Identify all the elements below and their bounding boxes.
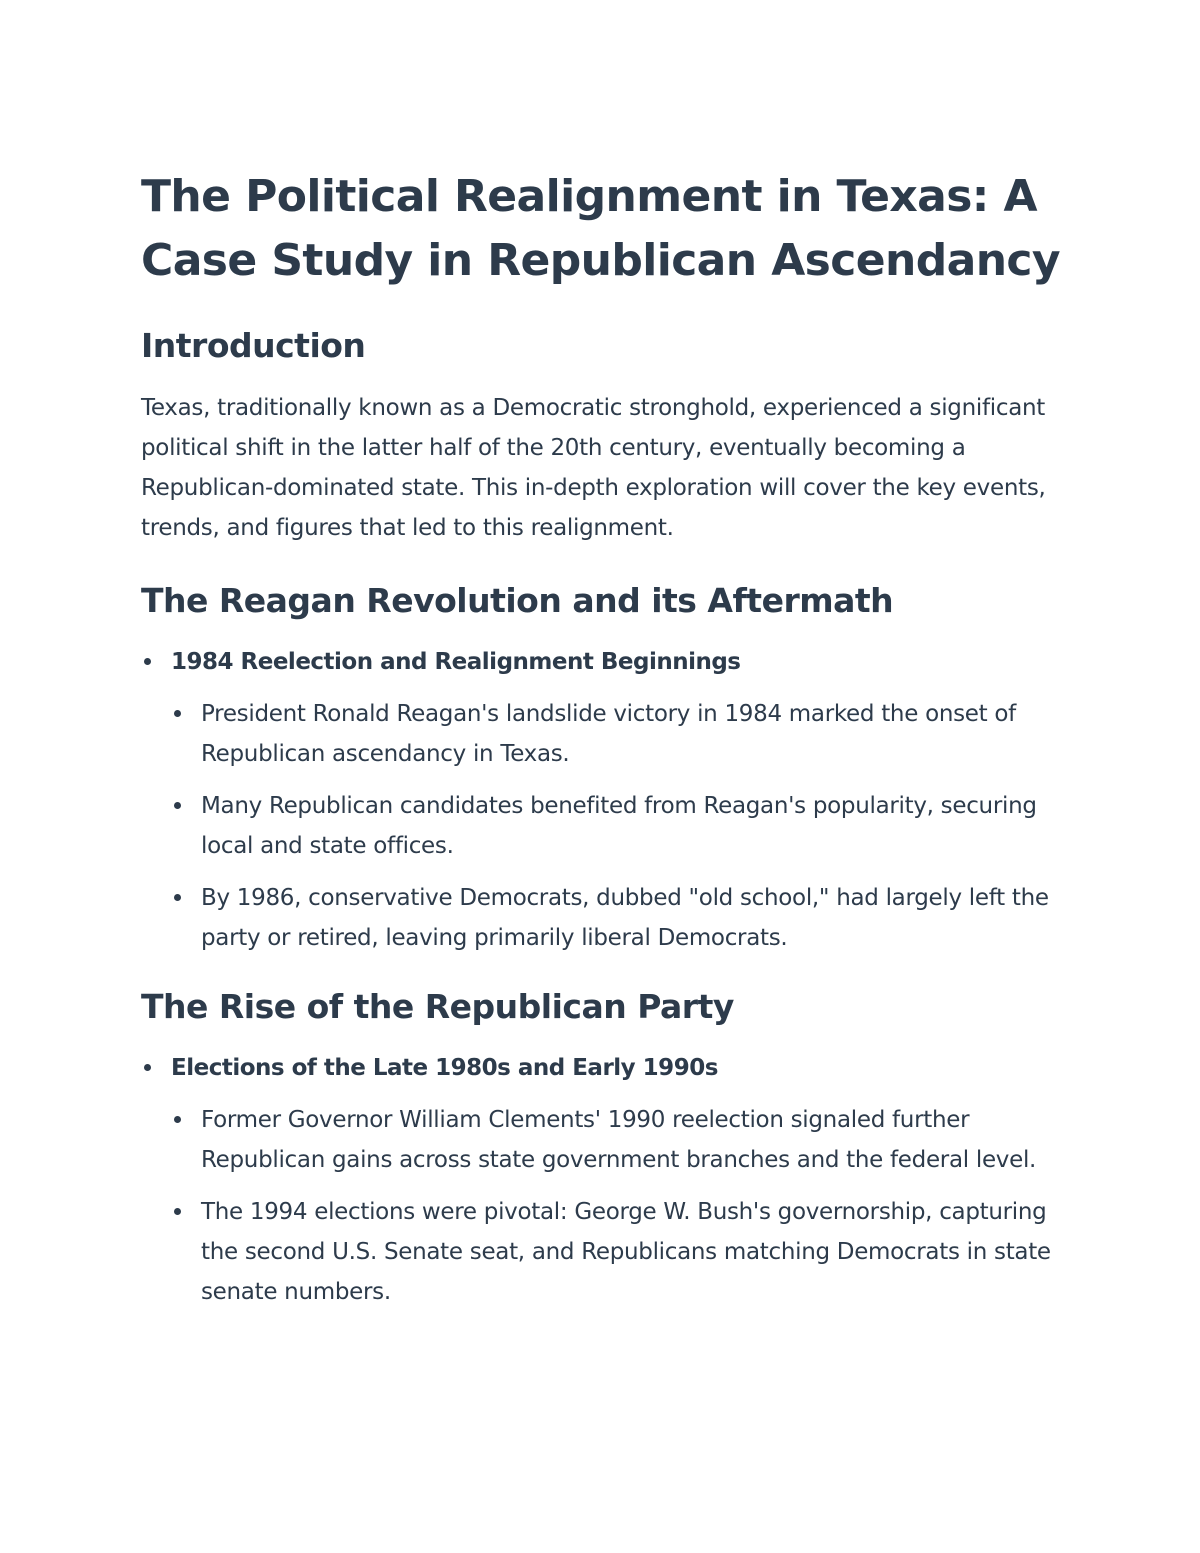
list-item-text: By 1986, conservative Democrats, dubbed "old school," had largely left the party or retired, leaving primarily liberal Democrats. bbox=[201, 885, 1049, 951]
reagan-outer-list bbox=[141, 642, 1066, 958]
bullet-icon bbox=[174, 1116, 181, 1123]
introduction-paragraph: Texas, traditionally known as a Democratic stronghold, experienced a significant political shift in the latter half of the 20th century, eventually becoming a Republican-dominated state. This in-depth exploration will cover the key events, trends, and figures that led to this realignment. bbox=[141, 395, 1046, 541]
document-page bbox=[141, 165, 1066, 1312]
list-item-text: Many Republican candidates benefited from Reagan's popularity, securing local and state offices. bbox=[201, 793, 1037, 859]
rise-outer-list bbox=[141, 1048, 1066, 1312]
bullet-icon bbox=[174, 1208, 181, 1215]
bullet-icon bbox=[144, 1064, 151, 1071]
reagan-inner-list bbox=[171, 694, 1066, 958]
section-heading-rise-of-republican-party: The Rise of the Republican Party bbox=[141, 987, 734, 1026]
list-item-text: President Ronald Reagan's landslide victory in 1984 marked the onset of Republican ascendancy in Texas. bbox=[201, 701, 1016, 767]
list-item bbox=[171, 878, 1066, 958]
list-item-text: Former Governor William Clements' 1990 reelection signaled further Republican gains across state government branches and the federal level. bbox=[201, 1107, 1037, 1173]
list-item bbox=[141, 1048, 1066, 1312]
list-item bbox=[141, 642, 1066, 958]
bullet-icon bbox=[144, 658, 151, 665]
list-item-text: The 1994 elections were pivotal: George W. Bush's governorship, capturing the second U.S. Senate seat, and Republicans matching Democrats in state senate numbers. bbox=[201, 1199, 1051, 1305]
list-item bbox=[171, 1192, 1066, 1312]
list-item bbox=[171, 694, 1066, 774]
bullet-icon bbox=[174, 894, 181, 901]
document-title: The Political Realignment in Texas: A Case Study in Republican Ascendancy bbox=[141, 171, 1060, 286]
rise-inner-list bbox=[171, 1100, 1066, 1312]
list-item bbox=[171, 1100, 1066, 1180]
list-item-title: Elections of the Late 1980s and Early 1990s bbox=[171, 1055, 718, 1081]
list-item bbox=[171, 786, 1066, 866]
bullet-icon bbox=[174, 710, 181, 717]
bullet-icon bbox=[174, 802, 181, 809]
list-item-title: 1984 Reelection and Realignment Beginnings bbox=[171, 649, 741, 675]
section-heading-introduction: Introduction bbox=[141, 326, 366, 365]
section-heading-reagan-revolution: The Reagan Revolution and its Aftermath bbox=[141, 581, 894, 620]
